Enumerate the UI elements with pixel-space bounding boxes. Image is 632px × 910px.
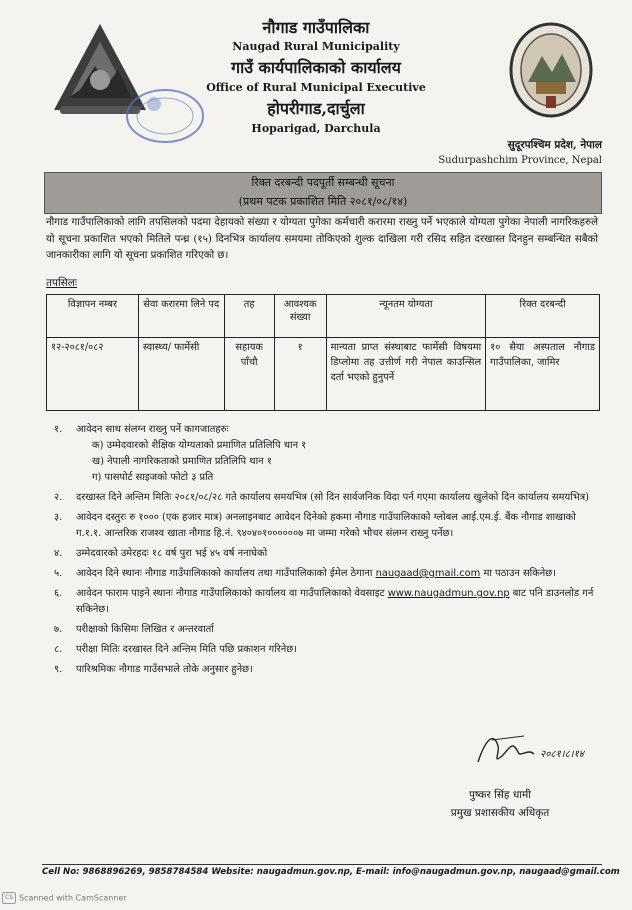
- conditions-list: [54, 422, 600, 682]
- list-item: [54, 546, 600, 562]
- table-cell: १० सैया अस्पताल नौगाड गाउँपालिका, जामिर: [486, 338, 600, 411]
- list-text-part: आवेदन दिने स्थानः नौगाड गाउँपालिकाको कार्यालय तथा गाउँपालिकाको ईमेल ठेगाना: [76, 568, 376, 579]
- table-cell: मान्यता प्राप्त संस्थाबाट फार्मेसी विषयमा डिप्लोमा तह उत्तीर्ण गरी नेपाल काउन्सिल दर्ता भएको हुनुपर्ने: [326, 338, 486, 411]
- notice-intro: नौगाड गाउँपालिकाको लागि तपसिलको पदमा देहायको संख्या र योग्यता पुगेका कर्मचारी करारमा राख्नु पर्ने भएकाले योग्यता पुगेका नेपाली नागरिकहरुले यो सूचना प्रकाशित भएको मितिले पन्ध्र (१५) दिनभित्र कार्यालय समयमा तोकिएको शुल्क दाखिला गरी रसिद सहित दरखास्त दिनहुन सम्बन्धित सबैको जानकारीका लागि यो सूचना प्रकाशित गरिएको छ।: [46, 217, 598, 261]
- list-item: [54, 662, 600, 678]
- footer-divider: [42, 864, 602, 865]
- notice-title-banner: [44, 172, 602, 214]
- list-text: आवेदन दस्तुरः रु १००० (एक हजार मात्र) अनलाइनबाट आवेदन दिनेको हकमा नौगाड गाउँपालिकाको ग्लोबल आई.एम.ई. बैंक नौगाड शाखाको ग.१.१. आन्तरिक राजश्व खाता नौगाड हि.नं. ९४०४०१००००००७ मा जम्मा गरेको भौचर संलग्न राख्नु पर्नेछ।: [76, 512, 576, 539]
- municipality-logo: [508, 20, 594, 120]
- list-subitem: ग) पासपोर्ट साइजको फोटो ३ प्रति: [92, 472, 214, 483]
- table-header: न्यूनतम योग्यता: [326, 295, 486, 338]
- list-number: ५.: [54, 568, 63, 579]
- watermark-text: Scanned with CamScanner: [19, 893, 127, 903]
- camscanner-watermark: [2, 892, 127, 904]
- signer-block: [420, 786, 580, 822]
- signer-name: पुष्कर सिंह धामी: [468, 789, 532, 801]
- list-text: उम्मेदवारको उमेरहदः १८ वर्ष पुरा भई ४५ वर्ष ननाघेको: [76, 548, 268, 559]
- website-link[interactable]: www.naugadmun.gov.np: [387, 588, 510, 599]
- notice-title: रिक्त दरबन्दी पदपूर्ती सम्बन्धी सूचना: [251, 176, 395, 189]
- list-item: [54, 490, 600, 506]
- list-number: २.: [54, 492, 63, 503]
- list-text: दरखास्त दिने अन्तिम मितिः २०८१/०८/२८ गते कार्यालय समयभित्र (सो दिन सार्वजनिक विदा पर्न गएमा कार्यालय खुलेको दिन कार्यालय समयभित्र): [76, 492, 589, 503]
- list-text: पारिश्रमिकः नौगाड गाउँसभाले तोके अनुसार हुनेछ।: [76, 664, 253, 675]
- list-subitem: क) उम्मेदवारको शैक्षिक योग्यताको प्रमाणित प्रतिलिपि थान १: [92, 440, 307, 451]
- list-item: [54, 510, 600, 542]
- table-header: तह: [224, 295, 274, 338]
- list-number: ९.: [54, 664, 63, 675]
- table-cell: स्वास्थ्य/ फार्मेसी: [138, 338, 224, 411]
- province-np: सुदूरपश्चिम प्रदेश, नेपाल: [507, 139, 602, 151]
- list-text: [76, 586, 600, 618]
- list-text: परीक्षाको किसिमः लिखित र अन्तरवार्ता: [76, 624, 214, 635]
- table-cell: १: [274, 338, 326, 411]
- list-item: [54, 586, 600, 618]
- list-text: परीक्षा मितिः दरखास्त दिने अन्तिम मिति पछि प्रकाशन गरिनेछ।: [76, 644, 297, 655]
- notice-subtitle: (प्रथम पटक प्रकाशित मिति २०८१/०८/१४): [238, 195, 408, 208]
- municipality-name-en: Naugad Rural Municipality: [232, 40, 400, 53]
- vacancy-table: [46, 294, 600, 411]
- table-header: रिक्त दरबन्दी: [486, 295, 600, 338]
- email-link[interactable]: naugaad@gmail.com: [375, 568, 481, 579]
- contact-footer: Cell No: 9868896269, 9858784584 Website: naugadmun.gov.np, E-mail: info@naugadmun.gov.np, naugaad@gmail.com: [42, 867, 620, 877]
- address-en: Hoparigad, Darchula: [251, 122, 381, 135]
- signature-date: २०८१।८।१४: [540, 749, 584, 760]
- signer-title: प्रमुख प्रशासकीय अधिकृत: [450, 807, 550, 819]
- list-text-part: आवेदन फाराम पाइने स्थानः नौगाड गाउँपालिकाको कार्यालय वा गाउँपालिकाको वेवसाइट: [76, 588, 388, 599]
- office-name-np: गाउँ कार्यपालिकाको कार्यालय: [231, 58, 401, 77]
- list-number: ४.: [54, 548, 63, 559]
- province-en: Sudurpashchim Province, Nepal: [438, 155, 602, 166]
- list-number: ३.: [54, 512, 63, 523]
- list-text: [76, 566, 600, 582]
- list-subitem: ख) नेपाली नागरिकताको प्रमाणित प्रतिलिपि थान १: [92, 456, 272, 467]
- list-item: [54, 566, 600, 582]
- table-header-row: [47, 295, 600, 338]
- table-cell: सहायक पाँचौ: [224, 338, 274, 411]
- table-header: विज्ञापन नम्बर: [47, 295, 139, 338]
- camscanner-icon: CS: [2, 892, 16, 904]
- details-label: तपसिलः: [46, 277, 78, 289]
- table-cell: १२-२०८१/०८२: [47, 338, 139, 411]
- table-header: आवश्यक संख्या: [274, 295, 326, 338]
- table-row: [47, 338, 600, 411]
- list-text: आवेदन साथ संलग्न राख्नु पर्ने कागजातहरुः: [76, 424, 229, 435]
- list-text-part: बाट पनि डाउनलोड गर्न सकिनेछ।: [76, 588, 594, 615]
- office-name-en: Office of Rural Municipal Executive: [206, 81, 426, 94]
- list-number: ८.: [54, 644, 63, 655]
- municipality-name-np: नौगाड गाउँपालिका: [262, 18, 370, 37]
- list-number: ७.: [54, 624, 63, 635]
- list-item: [54, 422, 600, 486]
- list-number: ६.: [54, 588, 63, 599]
- list-text-part: मा पठाउन सकिनेछ।: [480, 568, 556, 579]
- list-item: [54, 622, 600, 638]
- list-number: १.: [54, 424, 63, 435]
- table-header: सेवा करारमा लिने पद: [138, 295, 224, 338]
- list-item: [54, 642, 600, 658]
- address-np: होपरीगाड,दार्चुला: [267, 99, 365, 118]
